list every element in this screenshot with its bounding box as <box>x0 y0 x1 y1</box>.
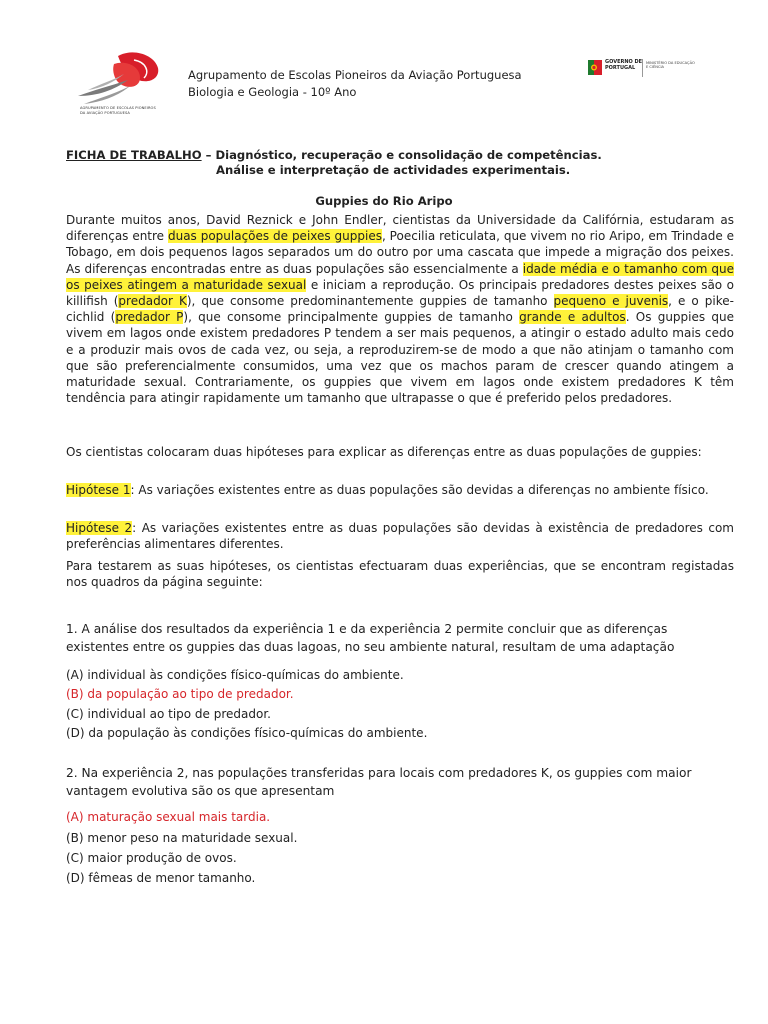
worksheet-title <box>66 148 602 162</box>
question-1-option-d: (D) da população às condições físico-químicas do ambiente. <box>66 726 428 740</box>
school-name: Agrupamento de Escolas Pioneiros da Aviação Portuguesa <box>188 68 522 82</box>
hypotheses-intro: Os cientistas colocaram duas hipóteses para explicar as diferenças entre as duas populações de guppies: <box>66 445 702 459</box>
question-2: 2. Na experiência 2, nas populações transferidas para locais com predadores K, os guppies com maior vantagem evolutiva são os que apresentam <box>66 766 692 798</box>
highlight-predator-p: predador P <box>115 310 184 325</box>
question-1-option-a: (A) individual às condições físico-químicas do ambiente. <box>66 668 404 682</box>
hypothesis-1-label: Hipótese 1 <box>66 483 131 497</box>
question-2-option-d: (D) fêmeas de menor tamanho. <box>66 871 256 885</box>
hypothesis-2-label: Hipótese 2 <box>66 521 133 535</box>
experiments-intro: Para testarem as suas hipóteses, os cientistas efectuaram duas experiências, que se encontram registadas nos quadros da página seguinte: <box>66 559 734 590</box>
logo-divider <box>642 59 643 77</box>
highlight-populations: duas populações de peixes guppies <box>167 229 382 244</box>
question-2-option-c: (C) maior produção de ovos. <box>66 851 237 865</box>
government-logo <box>588 59 698 79</box>
question-2-option-a-correct: (A) maturação sexual mais tardia. <box>66 810 271 824</box>
question-2-option-b: (B) menor peso na maturidade sexual. <box>66 831 298 845</box>
worksheet-label: FICHA DE TRABALHO <box>66 148 202 162</box>
worksheet-title-rest: – Diagnóstico, recuperação e consolidação de competências. <box>201 148 602 162</box>
question-1-option-c: (C) individual ao tipo de predador. <box>66 707 271 721</box>
highlight-maturity: idade média e o tamanho com que os peixes atingem a maturidade sexual <box>66 261 734 292</box>
hypothesis-2: Hipótese 2: As variações existentes entre as duas populações são devidas à existência de predadores com preferências alimentares diferentes. <box>66 521 734 552</box>
worksheet-subtitle: Análise e interpretação de actividades experimentais. <box>216 163 571 177</box>
intro-paragraph: Durante muitos anos, David Reznick e John Endler, cientistas da Universidade da Califórnia, estudaram as diferenças entre duas populações de peixes guppies, Poecilia reticulata, que vivem no rio Aripo, em Trindade e Tobago, em dois pequenos lagos separados um do outro por uma cascata que impede a migração dos peixes. As diferenças encontradas entre as duas populações são essencialmente a idade média e o tamanho com que os peixes atingem a maturidade sexual e iniciam a reprodução. Os principais predadores destes peixes são o killifish (predador K), que consome predominantemente guppies de tamanho pequeno e juvenis, e o pike-cichlid (predador P), que consome principalmente guppies de tamanho grande e adultos. Os guppies que vivem em lagos onde existem predadores P tendem a ser mais pequenos, a atingir o estado adulto mais cedo e a produzir mais ovos de cada vez, ou seja, a reproduzirem-se de modo a que não atinjam o tamanho com que são preferencialmente consumidos, uma vez que os machos param de crescer quando atingem a maturidade sexual. Contrariamente, os guppies que vivem em lagos onde existem predadores K têm tendência para atingir rapidamente um tamanho que ultrapasse o que é preferido pelos predadores. <box>66 213 735 406</box>
subject-grade: Biologia e Geologia - 10º Ano <box>188 85 357 99</box>
highlight-small-juvenile: pequeno e juvenis <box>553 294 669 309</box>
ministry-name: MINISTÉRIO DA EDUCAÇÃO E CIÊNCIA <box>646 61 695 70</box>
logo-caption: AGRUPAMENTO DE ESCOLAS PIONEIROS DA AVIAÇÃO PORTUGUESA <box>80 106 156 115</box>
question-1-option-b-correct: (B) da população ao tipo de predador. <box>66 687 294 701</box>
hypothesis-1: Hipótese 1: As variações existentes entre as duas populações são devidas a diferenças no ambiente físico. <box>66 483 709 497</box>
highlight-predator-k: predador K <box>118 294 187 309</box>
school-header <box>188 67 522 101</box>
portugal-flag-icon <box>588 60 602 75</box>
highlight-large-adult: grande e adultos <box>519 310 626 325</box>
question-1: 1. A análise dos resultados da experiência 1 e da experiência 2 permite concluir que as diferenças existentes entre os guppies das duas lagoas, no seu ambiente natural, resultam de uma adaptação <box>66 622 675 654</box>
section-heading: Guppies do Rio Aripo <box>315 194 453 208</box>
government-name: GOVERNO DE PORTUGAL <box>605 59 643 71</box>
